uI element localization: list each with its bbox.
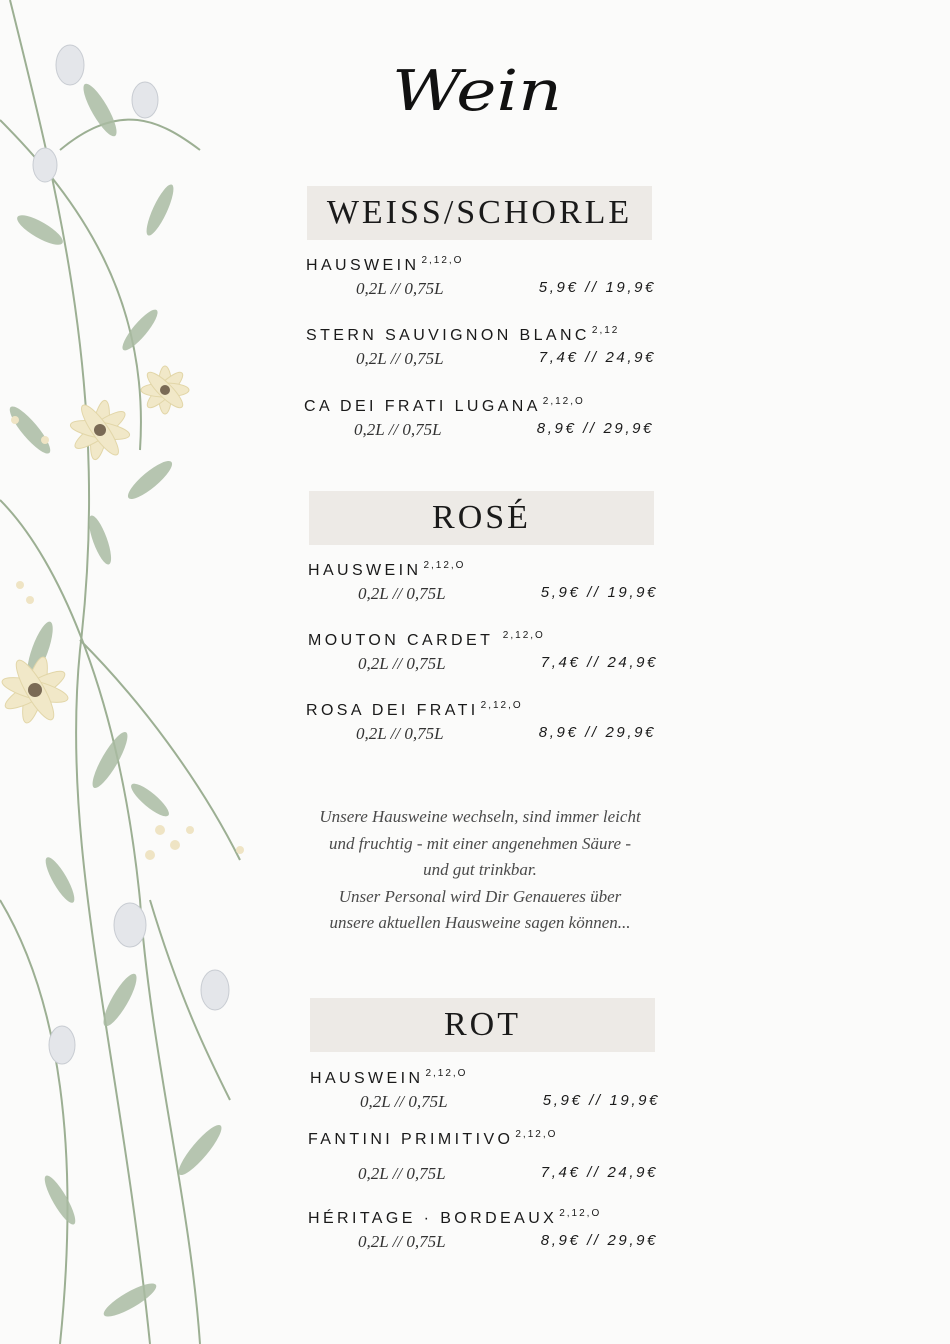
item-size: 0,2L // 0,75L <box>356 279 444 298</box>
item-size: 0,2L // 0,75L <box>354 420 442 439</box>
menu-item <box>308 1208 668 1268</box>
item-price: 8,9€ // 29,9€ <box>538 724 656 741</box>
page-title <box>380 52 580 132</box>
item-name: ROSA DEI FRATI $^{2,12,O}$ <box>306 700 523 719</box>
item-size: 0,2L // 0,75L <box>356 349 444 368</box>
note-line: Unsere Hausweine wechseln, sind immer leicht <box>319 807 641 826</box>
item-allergen-codes: 2,12,O <box>515 1129 558 1140</box>
item-size: 0,2L // 0,75L <box>358 1164 446 1183</box>
floral-border-illustration <box>0 0 290 1344</box>
item-name: HÉRITAGE · BORDEAUX $^{2,12,O}$ <box>308 1208 602 1227</box>
note-line: und gut trinkbar. <box>423 860 537 879</box>
page-title-text: Wein <box>392 59 562 124</box>
script-title-graphic <box>380 52 580 132</box>
item-size: 0,2L // 0,75L <box>358 584 446 603</box>
item-name: HAUSWEIN $^{2,12,O}$ <box>310 1068 468 1087</box>
item-size: 0,2L // 0,75L <box>360 1092 448 1111</box>
section-header-rot: ROT <box>310 998 655 1052</box>
item-price: 7,4€ // 24,9€ <box>540 654 658 671</box>
menu-item <box>306 255 666 315</box>
item-name: HAUSWEIN $^{2,12,O}$ <box>308 560 466 579</box>
item-allergen-codes: 2,12,O <box>559 1208 602 1219</box>
note-line: unsere aktuellen Hausweine sagen können... <box>329 913 631 932</box>
menu-item <box>310 1068 670 1128</box>
item-price: 8,9€ // 29,9€ <box>540 1232 658 1249</box>
item-price: 8,9€ // 29,9€ <box>536 420 654 437</box>
menu-item <box>308 560 668 620</box>
item-price: 7,4€ // 24,9€ <box>540 1164 658 1181</box>
item-name: MOUTON CARDET $^{2,12,O}$ <box>308 630 545 649</box>
section-header-weiss-schorle: WEISS/SCHORLE <box>307 186 652 240</box>
item-size: 0,2L // 0,75L <box>356 724 444 743</box>
note-line: und fruchtig - mit einer angenehmen Säure - <box>329 833 631 853</box>
item-allergen-codes: 2,12,O <box>480 700 523 711</box>
item-price: 5,9€ // 19,9€ <box>540 584 658 601</box>
item-name: HAUSWEIN $^{2,12,O}$ <box>306 255 464 274</box>
note-line: Unser Personal wird Dir Genaueres über <box>338 886 622 906</box>
item-price: 7,4€ // 24,9€ <box>538 349 656 366</box>
item-allergen-codes: 2,12,O <box>425 1068 468 1079</box>
item-allergen-codes: 2,12,O <box>502 630 545 641</box>
item-price: 5,9€ // 19,9€ <box>538 279 656 296</box>
house-wine-note <box>300 804 660 937</box>
item-allergen-codes: 2,12,O <box>423 560 466 571</box>
item-allergen-codes: 2,12 <box>591 325 620 336</box>
item-name: STERN SAUVIGNON BLANC $^{2,12}$ <box>306 325 620 344</box>
item-size: 0,2L // 0,75L <box>358 654 446 673</box>
menu-item <box>308 1129 668 1199</box>
menu-item <box>308 630 668 690</box>
item-name: FANTINI PRIMITIVO $^{2,12,O}$ <box>308 1129 558 1148</box>
item-name: CA DEI FRATI LUGANA $^{2,12,O}$ <box>304 396 585 415</box>
menu-item <box>306 700 666 760</box>
item-allergen-codes: 2,12,O <box>421 255 464 266</box>
menu-item <box>304 396 664 456</box>
section-header-rose: ROSÉ <box>309 491 654 545</box>
item-price: 5,9€ // 19,9€ <box>542 1092 660 1109</box>
item-allergen-codes: 2,12,O <box>542 396 585 407</box>
item-size: 0,2L // 0,75L <box>358 1232 446 1251</box>
menu-item <box>306 325 666 385</box>
